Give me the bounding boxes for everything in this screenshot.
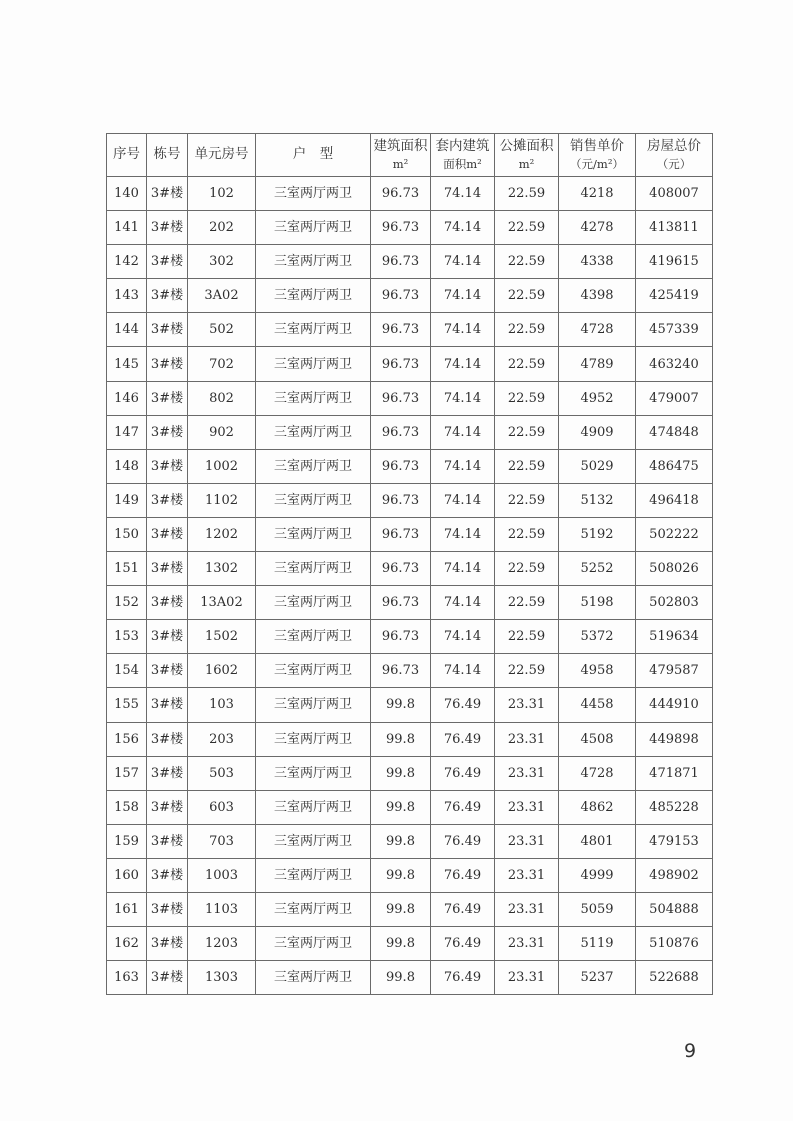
cell-inner-area: 74.14 xyxy=(431,586,495,620)
cell-total-price: 504888 xyxy=(636,892,713,926)
cell-building: 3#楼 xyxy=(147,211,188,245)
cell-unit: 1302 xyxy=(188,552,256,586)
cell-build-area: 96.73 xyxy=(371,211,431,245)
cell-total-price: 449898 xyxy=(636,722,713,756)
header-total-price-unit: （元） xyxy=(656,156,692,171)
cell-shared-area: 23.31 xyxy=(495,790,559,824)
table-row xyxy=(107,279,713,313)
table-body xyxy=(107,177,713,995)
cell-unit: 702 xyxy=(188,347,256,381)
cell-unit: 202 xyxy=(188,211,256,245)
cell-shared-area: 22.59 xyxy=(495,211,559,245)
header-shared-area: 公摊面积 m² xyxy=(495,134,559,177)
cell-unit: 1002 xyxy=(188,449,256,483)
cell-shared-area: 22.59 xyxy=(495,654,559,688)
cell-shared-area: 22.59 xyxy=(495,347,559,381)
cell-seq: 148 xyxy=(107,449,147,483)
cell-build-area: 96.73 xyxy=(371,620,431,654)
cell-building: 3#楼 xyxy=(147,620,188,654)
cell-shared-area: 23.31 xyxy=(495,688,559,722)
cell-inner-area: 74.14 xyxy=(431,279,495,313)
cell-total-price: 425419 xyxy=(636,279,713,313)
cell-unit-price: 4218 xyxy=(559,177,636,211)
cell-type: 三室两厅两卫 xyxy=(256,313,371,347)
cell-building: 3#楼 xyxy=(147,927,188,961)
cell-total-price: 510876 xyxy=(636,927,713,961)
cell-build-area: 99.8 xyxy=(371,722,431,756)
table-row xyxy=(107,347,713,381)
cell-build-area: 99.8 xyxy=(371,961,431,995)
cell-shared-area: 22.59 xyxy=(495,586,559,620)
cell-unit: 503 xyxy=(188,756,256,790)
table-row xyxy=(107,245,713,279)
cell-shared-area: 23.31 xyxy=(495,927,559,961)
cell-type: 三室两厅两卫 xyxy=(256,722,371,756)
cell-unit-price: 4278 xyxy=(559,211,636,245)
cell-build-area: 96.73 xyxy=(371,483,431,517)
cell-total-price: 444910 xyxy=(636,688,713,722)
cell-seq: 140 xyxy=(107,177,147,211)
cell-shared-area: 22.59 xyxy=(495,381,559,415)
table-row xyxy=(107,688,713,722)
table-header-row xyxy=(107,134,713,177)
cell-total-price: 479587 xyxy=(636,654,713,688)
cell-building: 3#楼 xyxy=(147,347,188,381)
table-row xyxy=(107,415,713,449)
cell-unit-price: 5119 xyxy=(559,927,636,961)
cell-unit-price: 4862 xyxy=(559,790,636,824)
cell-unit-price: 5198 xyxy=(559,586,636,620)
header-unit-price-unit: （元/m²） xyxy=(570,156,624,171)
cell-build-area: 96.73 xyxy=(371,449,431,483)
cell-unit: 1003 xyxy=(188,858,256,892)
header-build-area-unit: m² xyxy=(392,156,409,171)
cell-seq: 153 xyxy=(107,620,147,654)
cell-inner-area: 76.49 xyxy=(431,961,495,995)
cell-type: 三室两厅两卫 xyxy=(256,688,371,722)
cell-shared-area: 22.59 xyxy=(495,552,559,586)
table-row xyxy=(107,961,713,995)
cell-unit-price: 5029 xyxy=(559,449,636,483)
cell-total-price: 496418 xyxy=(636,483,713,517)
table-row xyxy=(107,824,713,858)
header-build-area: 建筑面积 m² xyxy=(371,134,431,177)
cell-build-area: 99.8 xyxy=(371,756,431,790)
cell-build-area: 99.8 xyxy=(371,790,431,824)
cell-total-price: 486475 xyxy=(636,449,713,483)
cell-type: 三室两厅两卫 xyxy=(256,449,371,483)
cell-shared-area: 22.59 xyxy=(495,483,559,517)
cell-inner-area: 74.14 xyxy=(431,552,495,586)
cell-unit: 103 xyxy=(188,688,256,722)
header-unit: 单元房号 xyxy=(188,134,256,177)
cell-unit-price: 5372 xyxy=(559,620,636,654)
header-inner-area: 套内建筑 面积m² xyxy=(431,134,495,177)
header-total-price: 房屋总价 （元） xyxy=(636,134,713,177)
cell-unit: 603 xyxy=(188,790,256,824)
cell-build-area: 96.73 xyxy=(371,245,431,279)
table-row xyxy=(107,586,713,620)
table-row xyxy=(107,892,713,926)
cell-unit: 203 xyxy=(188,722,256,756)
cell-total-price: 498902 xyxy=(636,858,713,892)
table-row xyxy=(107,927,713,961)
cell-shared-area: 22.59 xyxy=(495,177,559,211)
cell-unit: 3A02 xyxy=(188,279,256,313)
table-row xyxy=(107,722,713,756)
cell-unit-price: 5252 xyxy=(559,552,636,586)
cell-type: 三室两厅两卫 xyxy=(256,824,371,858)
header-unit-price: 销售单价 （元/m²） xyxy=(559,134,636,177)
cell-shared-area: 23.31 xyxy=(495,722,559,756)
cell-build-area: 96.73 xyxy=(371,177,431,211)
cell-shared-area: 23.31 xyxy=(495,824,559,858)
cell-type: 三室两厅两卫 xyxy=(256,858,371,892)
cell-unit-price: 5132 xyxy=(559,483,636,517)
page-number: 9 xyxy=(684,1040,697,1062)
cell-inner-area: 74.14 xyxy=(431,211,495,245)
table-row xyxy=(107,211,713,245)
cell-total-price: 463240 xyxy=(636,347,713,381)
cell-type: 三室两厅两卫 xyxy=(256,347,371,381)
cell-unit-price: 4999 xyxy=(559,858,636,892)
cell-seq: 155 xyxy=(107,688,147,722)
cell-unit-price: 4789 xyxy=(559,347,636,381)
cell-building: 3#楼 xyxy=(147,381,188,415)
cell-unit: 1202 xyxy=(188,517,256,551)
cell-inner-area: 74.14 xyxy=(431,347,495,381)
cell-seq: 157 xyxy=(107,756,147,790)
cell-shared-area: 23.31 xyxy=(495,756,559,790)
cell-build-area: 96.73 xyxy=(371,517,431,551)
cell-seq: 163 xyxy=(107,961,147,995)
cell-unit: 1103 xyxy=(188,892,256,926)
header-shared-area-unit: m² xyxy=(518,156,535,171)
cell-type: 三室两厅两卫 xyxy=(256,790,371,824)
cell-type: 三室两厅两卫 xyxy=(256,552,371,586)
cell-seq: 144 xyxy=(107,313,147,347)
cell-type: 三室两厅两卫 xyxy=(256,654,371,688)
cell-total-price: 522688 xyxy=(636,961,713,995)
cell-unit-price: 5192 xyxy=(559,517,636,551)
cell-building: 3#楼 xyxy=(147,586,188,620)
cell-unit: 902 xyxy=(188,415,256,449)
cell-unit-price: 5059 xyxy=(559,892,636,926)
cell-building: 3#楼 xyxy=(147,177,188,211)
table-row xyxy=(107,654,713,688)
cell-inner-area: 74.14 xyxy=(431,517,495,551)
cell-total-price: 519634 xyxy=(636,620,713,654)
housing-price-table xyxy=(106,133,713,995)
cell-build-area: 96.73 xyxy=(371,586,431,620)
cell-total-price: 408007 xyxy=(636,177,713,211)
cell-unit-price: 5237 xyxy=(559,961,636,995)
table-row xyxy=(107,790,713,824)
cell-build-area: 96.73 xyxy=(371,279,431,313)
cell-unit-price: 4801 xyxy=(559,824,636,858)
cell-unit-price: 4728 xyxy=(559,313,636,347)
cell-total-price: 457339 xyxy=(636,313,713,347)
cell-inner-area: 76.49 xyxy=(431,688,495,722)
cell-type: 三室两厅两卫 xyxy=(256,586,371,620)
cell-shared-area: 22.59 xyxy=(495,517,559,551)
cell-inner-area: 74.14 xyxy=(431,483,495,517)
cell-build-area: 99.8 xyxy=(371,688,431,722)
cell-total-price: 485228 xyxy=(636,790,713,824)
cell-type: 三室两厅两卫 xyxy=(256,927,371,961)
cell-building: 3#楼 xyxy=(147,824,188,858)
header-inner-area-unit: 面积m² xyxy=(443,156,482,171)
cell-building: 3#楼 xyxy=(147,892,188,926)
cell-seq: 152 xyxy=(107,586,147,620)
table-row xyxy=(107,483,713,517)
cell-build-area: 99.8 xyxy=(371,927,431,961)
cell-inner-area: 76.49 xyxy=(431,756,495,790)
cell-total-price: 479153 xyxy=(636,824,713,858)
cell-inner-area: 74.14 xyxy=(431,245,495,279)
cell-seq: 149 xyxy=(107,483,147,517)
cell-inner-area: 76.49 xyxy=(431,927,495,961)
cell-seq: 142 xyxy=(107,245,147,279)
cell-building: 3#楼 xyxy=(147,858,188,892)
cell-type: 三室两厅两卫 xyxy=(256,245,371,279)
cell-seq: 151 xyxy=(107,552,147,586)
cell-seq: 159 xyxy=(107,824,147,858)
cell-seq: 146 xyxy=(107,381,147,415)
cell-total-price: 502222 xyxy=(636,517,713,551)
cell-building: 3#楼 xyxy=(147,415,188,449)
cell-inner-area: 74.14 xyxy=(431,654,495,688)
cell-shared-area: 22.59 xyxy=(495,279,559,313)
cell-shared-area: 23.31 xyxy=(495,858,559,892)
cell-build-area: 99.8 xyxy=(371,892,431,926)
cell-unit: 1203 xyxy=(188,927,256,961)
cell-seq: 145 xyxy=(107,347,147,381)
cell-type: 三室两厅两卫 xyxy=(256,279,371,313)
cell-type: 三室两厅两卫 xyxy=(256,517,371,551)
cell-unit-price: 4508 xyxy=(559,722,636,756)
header-building: 栋号 xyxy=(147,134,188,177)
cell-unit: 102 xyxy=(188,177,256,211)
cell-inner-area: 74.14 xyxy=(431,415,495,449)
cell-unit: 502 xyxy=(188,313,256,347)
cell-inner-area: 74.14 xyxy=(431,449,495,483)
cell-type: 三室两厅两卫 xyxy=(256,177,371,211)
cell-build-area: 96.73 xyxy=(371,654,431,688)
table-row xyxy=(107,858,713,892)
cell-type: 三室两厅两卫 xyxy=(256,756,371,790)
cell-unit-price: 4458 xyxy=(559,688,636,722)
cell-inner-area: 74.14 xyxy=(431,620,495,654)
cell-shared-area: 22.59 xyxy=(495,313,559,347)
cell-inner-area: 76.49 xyxy=(431,892,495,926)
cell-unit-price: 4909 xyxy=(559,415,636,449)
cell-type: 三室两厅两卫 xyxy=(256,620,371,654)
cell-seq: 156 xyxy=(107,722,147,756)
cell-build-area: 96.73 xyxy=(371,381,431,415)
cell-unit: 1303 xyxy=(188,961,256,995)
cell-type: 三室两厅两卫 xyxy=(256,892,371,926)
cell-unit: 13A02 xyxy=(188,586,256,620)
table-row xyxy=(107,517,713,551)
cell-inner-area: 74.14 xyxy=(431,381,495,415)
cell-seq: 143 xyxy=(107,279,147,313)
cell-build-area: 96.73 xyxy=(371,313,431,347)
cell-seq: 141 xyxy=(107,211,147,245)
cell-building: 3#楼 xyxy=(147,654,188,688)
header-seq: 序号 xyxy=(107,134,147,177)
cell-inner-area: 74.14 xyxy=(431,177,495,211)
table-row xyxy=(107,177,713,211)
cell-inner-area: 76.49 xyxy=(431,722,495,756)
cell-type: 三室两厅两卫 xyxy=(256,483,371,517)
cell-building: 3#楼 xyxy=(147,552,188,586)
cell-unit-price: 4398 xyxy=(559,279,636,313)
table-row xyxy=(107,756,713,790)
cell-unit: 302 xyxy=(188,245,256,279)
cell-unit: 802 xyxy=(188,381,256,415)
table-row xyxy=(107,620,713,654)
cell-total-price: 413811 xyxy=(636,211,713,245)
table-row xyxy=(107,449,713,483)
cell-building: 3#楼 xyxy=(147,756,188,790)
cell-type: 三室两厅两卫 xyxy=(256,961,371,995)
cell-unit: 703 xyxy=(188,824,256,858)
cell-type: 三室两厅两卫 xyxy=(256,211,371,245)
cell-building: 3#楼 xyxy=(147,961,188,995)
cell-building: 3#楼 xyxy=(147,688,188,722)
cell-shared-area: 22.59 xyxy=(495,449,559,483)
cell-shared-area: 23.31 xyxy=(495,892,559,926)
cell-seq: 161 xyxy=(107,892,147,926)
cell-build-area: 96.73 xyxy=(371,347,431,381)
cell-building: 3#楼 xyxy=(147,449,188,483)
cell-total-price: 471871 xyxy=(636,756,713,790)
cell-total-price: 479007 xyxy=(636,381,713,415)
cell-seq: 147 xyxy=(107,415,147,449)
cell-total-price: 419615 xyxy=(636,245,713,279)
cell-build-area: 99.8 xyxy=(371,858,431,892)
header-type: 户 型 xyxy=(256,134,371,177)
cell-inner-area: 76.49 xyxy=(431,858,495,892)
table-row xyxy=(107,313,713,347)
cell-unit-price: 4338 xyxy=(559,245,636,279)
cell-building: 3#楼 xyxy=(147,279,188,313)
cell-type: 三室两厅两卫 xyxy=(256,381,371,415)
table-row xyxy=(107,381,713,415)
table-row xyxy=(107,552,713,586)
cell-unit: 1502 xyxy=(188,620,256,654)
cell-seq: 158 xyxy=(107,790,147,824)
cell-build-area: 96.73 xyxy=(371,415,431,449)
cell-shared-area: 22.59 xyxy=(495,415,559,449)
cell-inner-area: 74.14 xyxy=(431,313,495,347)
cell-building: 3#楼 xyxy=(147,245,188,279)
cell-type: 三室两厅两卫 xyxy=(256,415,371,449)
cell-seq: 162 xyxy=(107,927,147,961)
cell-inner-area: 76.49 xyxy=(431,790,495,824)
cell-total-price: 508026 xyxy=(636,552,713,586)
cell-build-area: 96.73 xyxy=(371,552,431,586)
cell-seq: 150 xyxy=(107,517,147,551)
cell-inner-area: 76.49 xyxy=(431,824,495,858)
cell-building: 3#楼 xyxy=(147,790,188,824)
cell-shared-area: 22.59 xyxy=(495,620,559,654)
cell-building: 3#楼 xyxy=(147,313,188,347)
cell-unit-price: 4952 xyxy=(559,381,636,415)
cell-shared-area: 22.59 xyxy=(495,245,559,279)
cell-build-area: 99.8 xyxy=(371,824,431,858)
cell-unit-price: 4958 xyxy=(559,654,636,688)
cell-building: 3#楼 xyxy=(147,517,188,551)
cell-seq: 160 xyxy=(107,858,147,892)
cell-shared-area: 23.31 xyxy=(495,961,559,995)
cell-unit: 1602 xyxy=(188,654,256,688)
cell-total-price: 502803 xyxy=(636,586,713,620)
cell-building: 3#楼 xyxy=(147,483,188,517)
cell-total-price: 474848 xyxy=(636,415,713,449)
cell-unit-price: 4728 xyxy=(559,756,636,790)
cell-seq: 154 xyxy=(107,654,147,688)
cell-building: 3#楼 xyxy=(147,722,188,756)
cell-unit: 1102 xyxy=(188,483,256,517)
